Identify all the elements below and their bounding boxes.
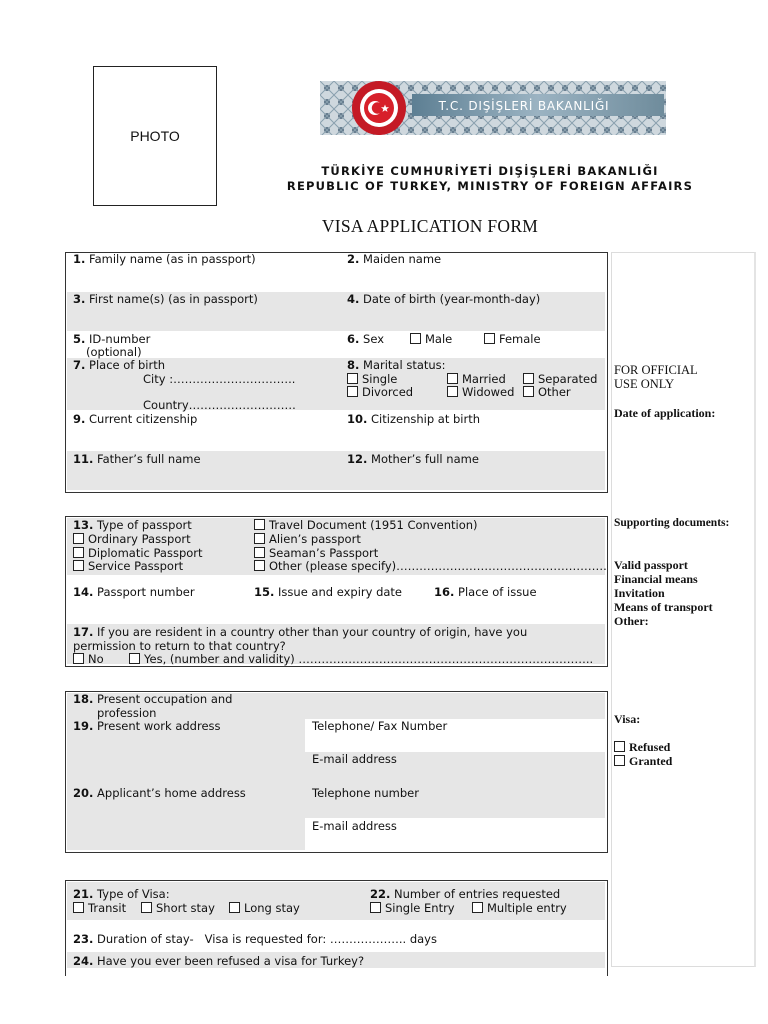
passport-seaman-option[interactable]: Seaman’s Passport [254, 546, 378, 560]
ministry-name-english: REPUBLIC OF TURKEY, MINISTRY OF FOREIGN AFFAIRS [286, 179, 694, 193]
visa-granted-option[interactable]: Granted [614, 754, 672, 769]
form-title: VISA APPLICATION FORM [321, 216, 539, 236]
checkbox-icon[interactable] [614, 741, 625, 752]
birth-city-field[interactable]: City :………………………….. [143, 372, 296, 386]
checkbox-icon[interactable] [254, 560, 265, 571]
visa-decision-label: Visa: [614, 712, 641, 726]
field-5-optional-note: (optional) [86, 345, 142, 359]
field-18-occupation-line2: profession [97, 706, 157, 720]
marital-separated-option[interactable]: Separated [523, 372, 597, 386]
checkbox-icon[interactable] [229, 902, 240, 913]
home-phone-field[interactable]: Telephone number [312, 786, 419, 800]
ministry-name-turkish: TÜRKİYE CUMHURİYETİ DIŞİŞLERİ BAKANLIĞI [321, 164, 659, 178]
checkbox-icon[interactable] [73, 902, 84, 913]
financial-means-label: Financial means [614, 572, 698, 586]
official-title-line2: USE ONLY [614, 377, 675, 391]
checkbox-icon[interactable] [447, 386, 458, 397]
field-9-current-citizenship[interactable]: 9. Current citizenship [73, 412, 198, 426]
field-23-duration-of-stay[interactable]: 23. Duration of stay- Visa is requested for: ……………….. days [73, 932, 437, 946]
checkbox-icon[interactable] [614, 755, 625, 766]
marital-divorced-option[interactable]: Divorced [347, 385, 413, 399]
checkbox-icon[interactable] [447, 373, 458, 384]
home-email-field[interactable]: E-mail address [312, 819, 397, 833]
field-6-sex: 6. Sex [347, 332, 385, 346]
checkbox-icon[interactable] [73, 653, 84, 664]
checkbox-icon[interactable] [73, 533, 84, 544]
field-10-citizenship-at-birth[interactable]: 10. Citizenship at birth [347, 412, 481, 426]
checkbox-icon[interactable] [254, 547, 265, 558]
marital-married-option[interactable]: Married [447, 372, 506, 386]
work-phone-fax-field[interactable]: Telephone/ Fax Number [312, 719, 448, 733]
checkbox-icon[interactable] [254, 519, 265, 530]
ministry-logo [320, 81, 666, 135]
photo-label: PHOTO [130, 128, 180, 144]
field-16-place-of-issue[interactable]: 16. Place of issue [434, 585, 537, 599]
visa-refused-option[interactable]: Refused [614, 740, 670, 755]
field-22-entries-requested: 22. Number of entries requested [370, 887, 561, 901]
field-14-passport-number[interactable]: 14. Passport number [73, 585, 195, 599]
visa-transit-option[interactable]: Transit [73, 901, 126, 915]
checkbox-icon[interactable] [484, 333, 495, 344]
sex-female-option[interactable]: Female [484, 332, 541, 346]
field-2-maiden-name[interactable]: 2. Maiden name [347, 252, 442, 266]
field-1-family-name[interactable]: 1. Family name (as in passport) [73, 252, 256, 266]
visa-long-stay-option[interactable]: Long stay [229, 901, 300, 915]
passport-diplomatic-option[interactable]: Diplomatic Passport [73, 546, 203, 560]
passport-other-option[interactable]: Other (please specify)………………………………………………. [254, 559, 607, 573]
birth-country-field[interactable]: Country………………………. [143, 398, 296, 412]
checkbox-icon[interactable] [347, 373, 358, 384]
checkbox-icon[interactable] [410, 333, 421, 344]
marital-widowed-option[interactable]: Widowed [447, 385, 514, 399]
visa-short-stay-option[interactable]: Short stay [141, 901, 215, 915]
band [67, 719, 305, 850]
checkbox-icon[interactable] [73, 547, 84, 558]
field-12-mothers-name[interactable]: 12. Mother’s full name [347, 452, 479, 466]
field-3-first-names[interactable]: 3. First name(s) (as in passport) [73, 292, 258, 306]
official-title-line1: FOR OFFICIAL [614, 363, 698, 377]
field-17-question-line2: permission to return to that country? [73, 639, 286, 653]
checkbox-icon[interactable] [73, 560, 84, 571]
valid-passport-label: Valid passport [614, 558, 688, 572]
ministry-logo-image [320, 81, 666, 135]
supporting-documents-label: Supporting documents: [614, 517, 730, 529]
field-8-marital-status: 8. Marital status: [347, 358, 446, 372]
checkbox-icon[interactable] [523, 373, 534, 384]
entry-multiple-option[interactable]: Multiple entry [472, 901, 567, 915]
marital-single-option[interactable]: Single [347, 372, 397, 386]
residence-yes-option[interactable]: Yes, (number and validity) ………………………………………………………………….. [129, 652, 593, 666]
field-21-visa-type: 21. Type of Visa: [73, 887, 170, 901]
sex-male-option[interactable]: Male [410, 332, 452, 346]
checkbox-icon[interactable] [370, 902, 381, 913]
checkbox-icon[interactable] [141, 902, 152, 913]
field-20-home-address[interactable]: 20. Applicant’s home address [73, 786, 246, 800]
passport-service-option[interactable]: Service Passport [73, 559, 183, 573]
field-13-passport-type: 13. Type of passport [73, 518, 192, 532]
field-5-id-number[interactable]: 5. ID-number [73, 332, 151, 346]
checkbox-icon[interactable] [129, 653, 140, 664]
checkbox-icon[interactable] [254, 533, 265, 544]
checkbox-icon[interactable] [523, 386, 534, 397]
field-18-occupation[interactable]: 18. Present occupation and [73, 692, 233, 706]
official-other-label: Other: [614, 614, 649, 628]
field-4-date-of-birth[interactable]: 4. Date of birth (year-month-day) [347, 292, 541, 306]
passport-travel-document-option[interactable]: Travel Document (1951 Convention) [254, 518, 478, 532]
means-of-transport-label: Means of transport [614, 600, 713, 614]
passport-ordinary-option[interactable]: Ordinary Passport [73, 532, 191, 546]
work-email-field[interactable]: E-mail address [312, 752, 397, 766]
checkbox-icon[interactable] [472, 902, 483, 913]
svg-text:T.C. DIŞİŞLERİ BAKANLIĞI: T.C. DIŞİŞLERİ BAKANLIĞI [438, 99, 610, 113]
field-17-residence-permission: 17. If you are resident in a country other than your country of origin, have you [73, 625, 528, 639]
entry-single-option[interactable]: Single Entry [370, 901, 455, 915]
field-24-previous-refusal: 24. Have you ever been refused a visa for Turkey? [73, 954, 365, 968]
passport-alien-option[interactable]: Alien’s passport [254, 532, 361, 546]
residence-no-option[interactable]: No [73, 652, 104, 666]
field-15-issue-expiry-date[interactable]: 15. Issue and expiry date [254, 585, 403, 599]
checkbox-icon[interactable] [347, 386, 358, 397]
marital-other-option[interactable]: Other [523, 385, 571, 399]
invitation-label: Invitation [614, 586, 665, 600]
field-7-place-of-birth: 7. Place of birth [73, 358, 166, 372]
field-11-fathers-name[interactable]: 11. Father’s full name [73, 452, 201, 466]
date-of-application-label: Date of application: [614, 406, 716, 420]
field-19-work-address[interactable]: 19. Present work address [73, 719, 221, 733]
photo-box [93, 66, 217, 206]
